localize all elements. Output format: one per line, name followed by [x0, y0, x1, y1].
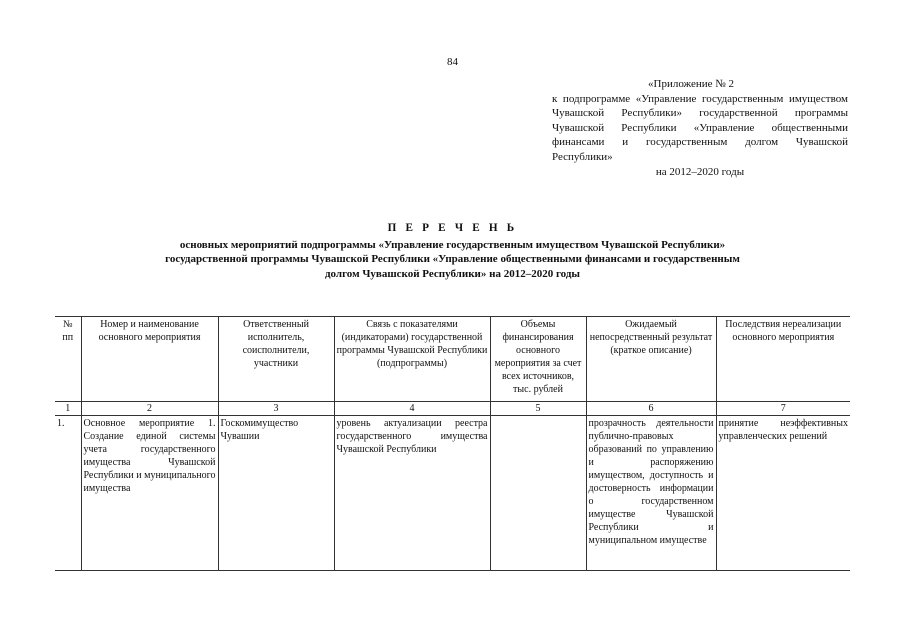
column-number: 7 [716, 402, 850, 416]
title-heading: П Е Р Е Ч Е Н Ь [387, 222, 518, 234]
row-indicator-link: уровень актуализации реестра государственного имущества Чувашской Республики [334, 416, 490, 571]
header-expected-result: Ожидаемый непосредственный результат (краткое описание) [586, 317, 716, 402]
header-funding-volume: Объемы финансирования основного мероприятия за счет всех источников, тыс. рублей [490, 317, 586, 402]
appendix-note [552, 77, 848, 179]
title-line-1: основных мероприятий подпрограммы «Управление государственным имуществом Чувашской Республики» [179, 238, 726, 251]
header-indicator-link: Связь с показателями (индикаторами) государственной программы Чувашской Республики (подпрограммы) [334, 317, 490, 402]
column-number: 4 [334, 402, 490, 416]
table-row [55, 416, 850, 571]
column-number: 1 [55, 402, 81, 416]
header-num: № пп [55, 317, 81, 402]
row-consequences: принятие неэффективных управленческих решений [716, 416, 850, 571]
title-line-2: государственной программы Чувашской Республики «Управление общественными финансами и государственным [165, 253, 740, 266]
column-number: 6 [586, 402, 716, 416]
header-executor: Ответственный исполнитель, соисполнители, участники [218, 317, 334, 402]
header-consequences: Последствия нереализации основного мероприятия [716, 317, 850, 402]
column-number: 3 [218, 402, 334, 416]
appendix-title: «Приложение № 2 [648, 78, 735, 90]
table-header-row [55, 317, 850, 402]
column-number: 2 [81, 402, 218, 416]
row-measure-name: Основное мероприятие 1. Создание единой системы учета государственного имущества Чувашской Республики и муниципального имущества [81, 416, 218, 571]
document-title [55, 221, 850, 281]
page-number: 84 [447, 56, 458, 68]
column-number-row [55, 402, 850, 416]
row-executor: Госкомимущество Чувашии [218, 416, 334, 571]
row-funding-volume [490, 416, 586, 571]
header-measure-name: Номер и наименование основного мероприятия [81, 317, 218, 402]
title-line-3: долгом Чувашской Республики» на 2012–2020 годы [324, 267, 581, 280]
appendix-years: на 2012–2020 годы [655, 165, 745, 178]
row-expected-result: прозрачность деятельности публично-правовых образований по управлению и распоряжению имуществом, доступность и достоверность информации о государственном имуществе Чувашской Республики и муниципальном имуществе [586, 416, 716, 571]
column-number: 5 [490, 402, 586, 416]
row-num: 1. [55, 416, 81, 571]
measures-table [55, 316, 850, 571]
appendix-body: к подпрограмме «Управление государственным имуществом Чувашской Республики» государственной программы Чувашской Республики «Управление общественными финансами и государственным долгом Чувашской Республики» [552, 92, 848, 163]
